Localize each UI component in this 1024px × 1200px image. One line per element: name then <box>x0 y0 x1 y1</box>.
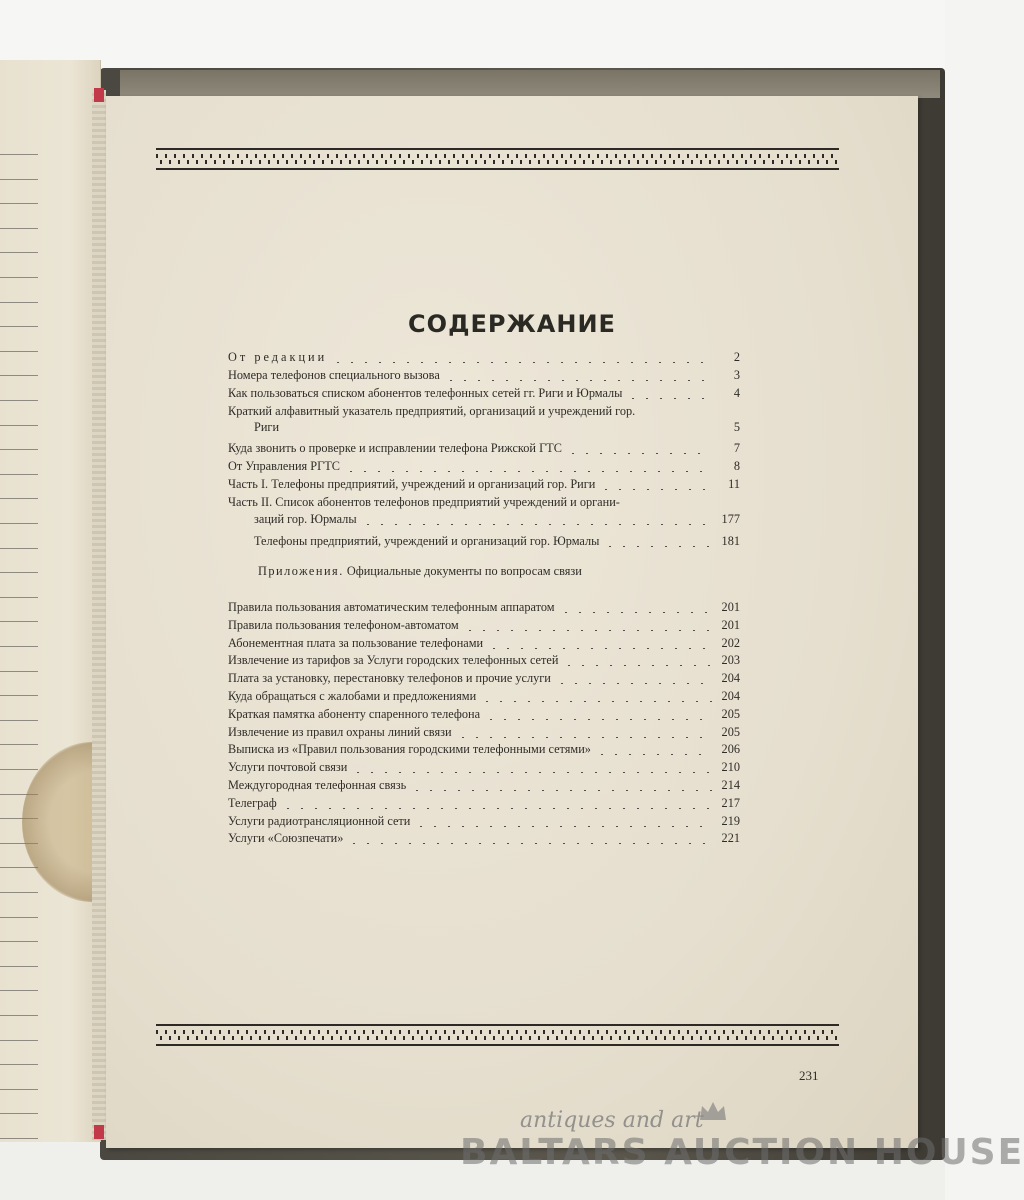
appendix-label: Приложения. <box>258 564 344 578</box>
ruled-line <box>0 277 38 278</box>
appendix-entry: Междугородная телефонная связь 214 <box>228 778 740 792</box>
toc-entry: Как пользоваться списком абонентов телефонных сетей гг. Риги и Юрмалы 4 <box>228 386 740 400</box>
ruled-line <box>0 326 38 327</box>
toc-entry: Номера телефонов специального вызова 3 <box>228 368 740 382</box>
ruled-line <box>0 941 38 942</box>
ruled-line <box>0 744 38 745</box>
ruled-line <box>0 203 38 204</box>
appendix-entry: Телеграф 217 <box>228 795 740 810</box>
toc-entry: От Управления РГТС 8 <box>228 459 740 473</box>
toc-entry-line: Краткий алфавитный указатель предприятий, организаций и учреждений гор. <box>228 404 636 418</box>
appendix-entry: Извлечение из тарифов за Услуги городских телефонных сетей 203 <box>228 653 740 668</box>
toc-entry-line: Часть II. Список абонентов телефонов предприятий учреждений и органи- <box>228 495 620 509</box>
ornamental-border-bottom <box>156 1024 839 1046</box>
binding-thread-top <box>94 88 104 102</box>
ruled-line <box>0 179 38 180</box>
ruled-line <box>0 375 38 376</box>
toc-entry: заций гор. Юрмалы 177 <box>254 512 740 526</box>
ruled-line <box>0 769 38 770</box>
ruled-line <box>0 228 38 229</box>
ornamental-border-top <box>156 148 839 170</box>
appendix-heading <box>258 564 582 579</box>
ruled-line <box>0 1089 38 1090</box>
ruled-line <box>0 1138 38 1139</box>
ruled-line <box>0 548 38 549</box>
ruled-line <box>0 474 38 475</box>
left-ruled-page <box>0 60 101 1142</box>
contents-page <box>106 96 918 1148</box>
ruled-line <box>0 671 38 672</box>
appendix-entry: Правила пользования телефоном-автоматом 201 <box>228 617 740 632</box>
ruled-line <box>0 351 38 352</box>
ruled-line <box>0 867 38 868</box>
toc-entry: Часть I. Телефоны предприятий, учреждений и организаций гор. Риги 11 <box>228 477 740 491</box>
book-binding <box>92 90 106 1140</box>
ruled-line <box>0 523 38 524</box>
ruled-line <box>0 425 38 426</box>
toc-entry: Риги 5 <box>254 420 740 434</box>
watermark-brand: BALTARS AUCTION HOUSE <box>460 1132 1024 1173</box>
cover-edge <box>120 70 940 98</box>
ruled-line <box>0 695 38 696</box>
appendix-entry: Краткая памятка абоненту спаренного телефона 205 <box>228 706 740 721</box>
ruled-line <box>0 892 38 893</box>
page-number: 231 <box>799 1068 819 1083</box>
page-title: СОДЕРЖАНИЕ <box>408 310 616 338</box>
ruled-line <box>0 252 38 253</box>
ruled-line <box>0 1113 38 1114</box>
appendix-entry: Услуги почтовой связи 210 <box>228 760 740 775</box>
appendix-text: Официальные документы по вопросам связи <box>346 564 582 578</box>
ruled-line <box>0 621 38 622</box>
ruled-line <box>0 646 38 647</box>
appendix-entry: Выписка из «Правил пользования городскими телефонными сетями» 206 <box>228 742 740 757</box>
appendix-entry: Правила пользования автоматическим телефонным аппаратом 201 <box>228 600 740 614</box>
ruled-line <box>0 597 38 598</box>
ruled-line <box>0 1040 38 1041</box>
appendix-entry: Услуги «Союзпечати» 221 <box>228 831 740 846</box>
watermark-tagline: antiques and art <box>520 1108 704 1133</box>
appendix-entry: Плата за установку, перестановку телефонов и прочие услуги 204 <box>228 671 740 686</box>
ruled-line <box>0 449 38 450</box>
ruled-line <box>0 302 38 303</box>
ruled-line <box>0 990 38 991</box>
ruled-line <box>0 917 38 918</box>
toc-entry: Телефоны предприятий, учреждений и организаций гор. Юрмалы 181 <box>254 534 740 548</box>
toc-entry: Куда звонить о проверке и исправлении телефона Рижской ГТС 7 <box>228 441 740 455</box>
ruled-line <box>0 498 38 499</box>
appendix-entry: Куда обращаться с жалобами и предложениями 204 <box>228 689 740 703</box>
appendix-entry: Извлечение из правил охраны линий связи 205 <box>228 724 740 739</box>
appendix-entry: Услуги радиотрансляционной сети 219 <box>228 813 740 828</box>
ruled-line <box>0 400 38 401</box>
appendix-entry: Абонементная плата за пользование телефонами 202 <box>228 635 740 650</box>
ruled-line <box>0 1015 38 1016</box>
binding-thread-bottom <box>94 1125 104 1139</box>
toc-entry: От редакции 2 <box>228 350 740 364</box>
ruled-line <box>0 154 38 155</box>
ruled-line <box>0 720 38 721</box>
ruled-line <box>0 572 38 573</box>
ruled-line <box>0 1064 38 1065</box>
ruled-line <box>0 966 38 967</box>
